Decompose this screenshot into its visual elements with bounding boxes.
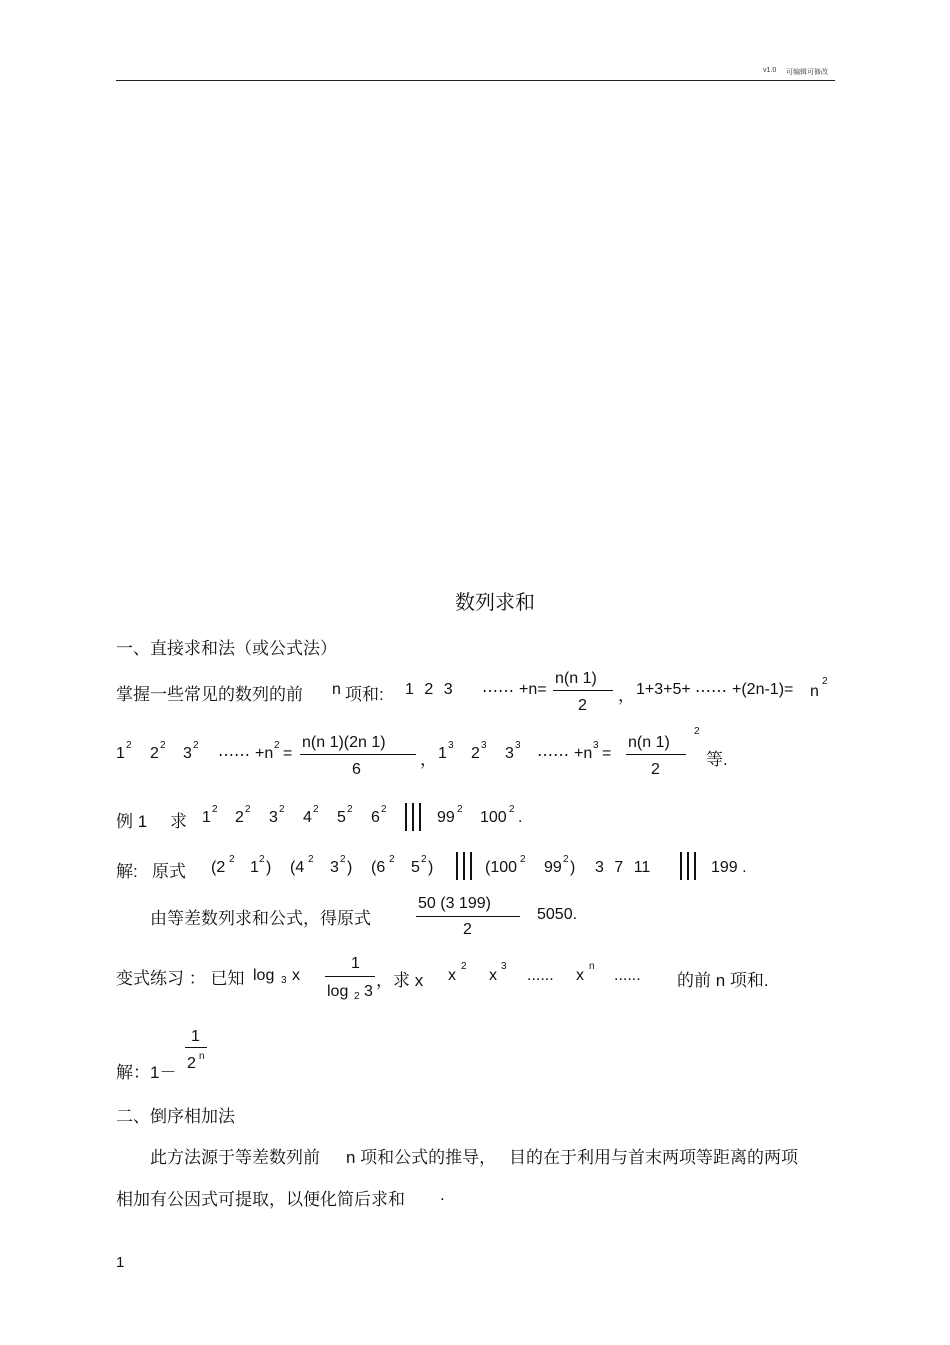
ex-term-3: 3 (269, 809, 278, 826)
frac2-line (300, 754, 416, 755)
ellipsis-bar (694, 852, 696, 880)
header-note: 可编辑可修改 (786, 69, 828, 76)
ex-term-100-exp: 2 (509, 804, 515, 815)
frac1-line (553, 690, 613, 691)
sol-group1-b: 1 (250, 859, 259, 876)
sol-group1-a: (2 (211, 859, 226, 876)
version-label: v1.0 (763, 67, 777, 74)
frac3-numerator: n(n 1) (628, 734, 670, 751)
sol-group4-a: (100 (485, 859, 518, 876)
variant-dots2: ...... (614, 967, 641, 984)
ellipsis-bar (456, 852, 458, 880)
solution2-label: 解：1－ (116, 1063, 177, 1082)
frac4-denominator: 2 (463, 921, 472, 938)
sol-group3-c: ) (428, 859, 434, 876)
ellipsis-bar (687, 852, 689, 880)
frac5-den-log: log (327, 983, 349, 1000)
sol-group2-c: ) (347, 859, 353, 876)
sq-plus-n: +n (255, 745, 274, 762)
sol-odd-seq: 3 7 11 (595, 859, 651, 876)
sol-group4-b: 99 (544, 859, 562, 876)
formula-deng: 等. (706, 750, 728, 769)
ex-term-3-exp: 2 (279, 804, 285, 815)
sol-group2-b-exp: 2 (340, 854, 346, 865)
formula-terms: 项和: (345, 685, 384, 704)
sq-eq: = (283, 745, 293, 762)
variant-xn: x (576, 967, 584, 984)
section2-period: . (440, 1185, 445, 1204)
ex-term-99-exp: 2 (457, 804, 463, 815)
variant-tail: 的前 n 项和. (677, 971, 769, 990)
section-heading-1: 一、直接求和法（或公式法） (116, 639, 337, 658)
ex-term-6: 6 (371, 809, 380, 826)
frac2-denominator: 6 (352, 761, 361, 778)
formula-comma1: ， (618, 686, 635, 705)
cube-2: 2 (471, 745, 480, 762)
formula-plus-n-eq: +n= (519, 681, 547, 698)
sq-dots: ⋯⋯ (218, 747, 250, 764)
sol-group3-b-exp: 2 (421, 854, 427, 865)
header-rule (116, 80, 835, 81)
ex-term-2: 2 (235, 809, 244, 826)
cube-dots: ⋯⋯ (537, 747, 569, 764)
formula-odd-sum-tail: +(2n-1)= (732, 681, 794, 698)
variant-xn-exp: n (589, 961, 595, 972)
sq-n-exp: 2 (274, 740, 280, 751)
cube-plus-n: +n (574, 745, 593, 762)
frac5-numerator: 1 (351, 955, 360, 972)
frac4-line (416, 916, 520, 917)
frac6-denominator: 2 (187, 1055, 196, 1072)
example-label: 例 1 (116, 812, 148, 831)
formula-dots2: ⋯⋯ (695, 683, 727, 700)
frac6-line (185, 1047, 207, 1048)
formula-n2-exp: 2 (822, 676, 828, 687)
ellipsis-bar (412, 803, 414, 831)
sol-group2-a: (4 (290, 859, 305, 876)
frac5-den-base: 2 (354, 991, 360, 1002)
example-qiu: 求 (170, 812, 187, 831)
ex-term-1-exp: 2 (212, 804, 218, 815)
ex-term-99: 99 (437, 809, 455, 826)
sq-3-exp: 2 (193, 740, 199, 751)
ellipsis-bar (405, 803, 407, 831)
frac5-line (325, 976, 375, 977)
page-title: 数列求和 (455, 590, 535, 614)
variant-dots1: ...... (527, 967, 554, 984)
ellipsis-bar (419, 803, 421, 831)
variant-x2-exp: 2 (461, 961, 467, 972)
section-heading-2: 二、倒序相加法 (116, 1107, 235, 1126)
ex-term-6-exp: 2 (381, 804, 387, 815)
ex-term-5: 5 (337, 809, 346, 826)
ex-term-5-exp: 2 (347, 804, 353, 815)
frac1-denominator: 2 (578, 697, 587, 714)
sol-group2-b: 3 (330, 859, 339, 876)
variant-label: 变式练习 ： 已知 (116, 969, 245, 988)
frac3-line (626, 754, 686, 755)
sol-group3-exp: 2 (389, 854, 395, 865)
ex-term-4-exp: 2 (313, 804, 319, 815)
variant-x2: x (448, 967, 456, 984)
sol-group1-exp: 2 (229, 854, 235, 865)
frac3-exp: 2 (694, 726, 700, 737)
formula-n2: n (810, 683, 819, 700)
cube-n-exp: 3 (593, 740, 599, 751)
variant-log-base: 3 (281, 975, 287, 986)
sq-2-exp: 2 (160, 740, 166, 751)
variant-x: x (292, 967, 300, 984)
ex-term-100: 100 (480, 809, 507, 826)
sol-group4-b-exp: 2 (563, 854, 569, 865)
formula-dots1: ⋯⋯ (482, 683, 514, 700)
ellipsis-bar (680, 852, 682, 880)
sq-1-exp: 2 (126, 740, 132, 751)
formula-odd-sum: 1+3+5+ (636, 681, 691, 698)
formula-comma2: ， (420, 750, 437, 769)
variant-qiu: ，求 x (376, 971, 424, 990)
frac2-numerator: n(n 1)(2n 1) (302, 734, 386, 751)
solution-result: 5050. (537, 906, 578, 923)
cube-3-exp: 3 (515, 740, 521, 751)
sq-1: 1 (116, 745, 125, 762)
cube-3: 3 (505, 745, 514, 762)
sol-group3-b: 5 (411, 859, 420, 876)
ex-term-2-exp: 2 (245, 804, 251, 815)
cube-1-exp: 3 (448, 740, 454, 751)
ellipsis-bar (463, 852, 465, 880)
ex-term-1: 1 (202, 809, 211, 826)
sq-3: 3 (183, 745, 192, 762)
sol-group2-exp: 2 (308, 854, 314, 865)
sol-group4-c: ) (570, 859, 576, 876)
sol-group1-b-exp: 2 (259, 854, 265, 865)
ex-period: . (518, 809, 523, 826)
cube-2-exp: 3 (481, 740, 487, 751)
section2-para1n: n 项和公式的推导， (346, 1148, 497, 1167)
page-number: 1 (116, 1254, 125, 1271)
section2-para1a: 此方法源于等差数列前 (150, 1148, 320, 1167)
section2-para2: 相加有公因式可提取，以便化简后求和 (116, 1190, 405, 1209)
solution-line2: 由等差数列求和公式，得原式 (150, 909, 371, 928)
ex-term-4: 4 (303, 809, 312, 826)
formula-intro: 掌握一些常见的数列的前 (116, 685, 303, 704)
sol-group1-c: ) (266, 859, 272, 876)
frac5-den-3: 3 (364, 983, 373, 1000)
variant-log: log (253, 967, 275, 984)
frac6-numerator: 1 (191, 1028, 200, 1045)
frac4-numerator: 50 (3 199) (418, 895, 491, 912)
sol-group4-exp: 2 (520, 854, 526, 865)
frac3-denominator: 2 (651, 761, 660, 778)
cube-eq: = (602, 745, 612, 762)
section2-para1b: 目的在于利用与首末两项等距离的两项 (509, 1148, 798, 1167)
ellipsis-bar (470, 852, 472, 880)
formula-n: n (332, 681, 341, 698)
variant-x3-exp: 3 (501, 961, 507, 972)
sq-2: 2 (150, 745, 159, 762)
variant-x3: x (489, 967, 497, 984)
cube-1: 1 (438, 745, 447, 762)
frac6-den-exp: n (199, 1051, 205, 1062)
sol-end: 199 . (711, 859, 747, 876)
solution-label: 解: (116, 862, 138, 881)
frac1-numerator: n(n 1) (555, 670, 597, 687)
formula-seq1: 1 2 3 (405, 681, 453, 698)
sol-group3-a: (6 (371, 859, 386, 876)
solution-yuanshi: 原式 (152, 862, 186, 881)
